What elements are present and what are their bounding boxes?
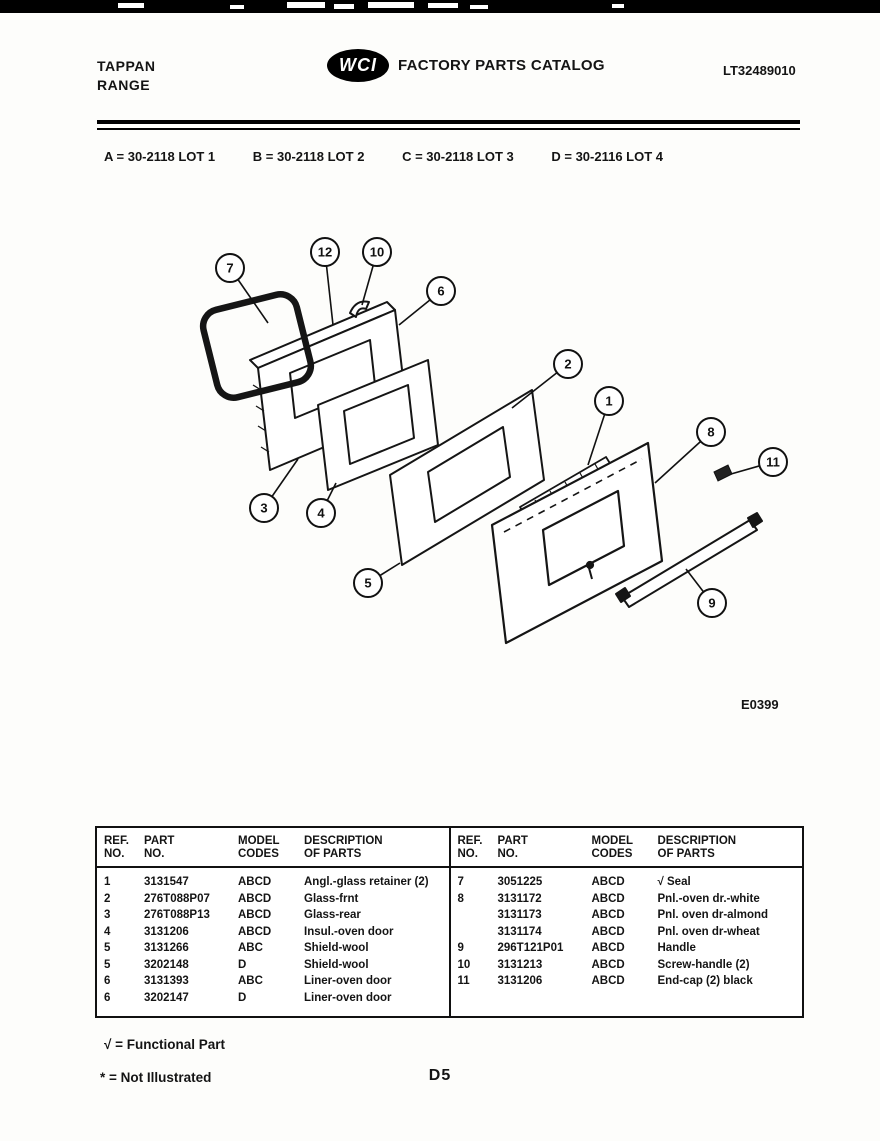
cell-ref <box>451 907 491 924</box>
cell-codes: ABCD <box>238 892 272 905</box>
page-number: D5 <box>428 1067 452 1084</box>
scan-speck <box>287 2 325 8</box>
cell-codes: ABCD <box>591 942 625 954</box>
callout-9 <box>686 569 726 617</box>
scan-artifact-bar <box>0 0 880 13</box>
cell-desc: End-cap (2) black <box>657 975 753 987</box>
footnote-functional-part: √ = Functional Part <box>104 1037 226 1052</box>
callout-number: 4 <box>317 505 325 521</box>
callout-number: 6 <box>437 283 445 299</box>
table-header-left <box>97 828 449 868</box>
wci-logo-text: WCI <box>339 55 377 75</box>
cell-desc: √ Seal <box>657 876 691 888</box>
column-header: REF. NO. <box>457 835 483 860</box>
cell-desc: Shield-wool <box>304 942 369 954</box>
cell-codes: ABC <box>238 975 263 987</box>
cell-ref: 10 <box>457 958 471 971</box>
brand-line2: RANGE <box>97 77 151 93</box>
scan-speck <box>118 3 144 8</box>
cell-ref: 6 <box>104 991 111 1004</box>
figure-code: E0399 <box>741 697 779 712</box>
callout-2 <box>512 350 582 408</box>
lot-code-c: C = 30-2118 LOT 3 <box>402 149 514 164</box>
column-header: DESCRIPTION OF PARTS <box>304 835 383 860</box>
wci-logo <box>327 49 389 82</box>
callout-12 <box>311 238 339 325</box>
cell-ref: 2 <box>104 892 111 905</box>
document-number: LT32489010 <box>723 63 796 78</box>
cell-ref: 5 <box>104 942 111 954</box>
cell-desc: Insul.-oven door <box>304 925 394 938</box>
cell-part: 3202148 <box>144 958 189 971</box>
cell-desc: Liner-oven door <box>304 975 392 987</box>
brand-name <box>97 57 155 95</box>
callout-6 <box>399 277 455 325</box>
column-header: DESCRIPTION OF PARTS <box>657 835 737 860</box>
cell-desc: Shield-wool <box>304 958 369 971</box>
cell-part: 3202147 <box>144 991 189 1004</box>
scan-speck <box>612 4 624 8</box>
footnote-not-illustrated: * = Not Illustrated <box>100 1070 212 1085</box>
cell-part: 3131393 <box>144 975 189 987</box>
cell-codes: ABCD <box>591 925 625 938</box>
catalog-title: FACTORY PARTS CATALOG <box>398 57 605 74</box>
cell-ref: 4 <box>104 925 111 938</box>
parts-table <box>95 826 804 1018</box>
cell-ref: 1 <box>104 876 111 888</box>
cell-desc: Glass-frnt <box>304 892 359 905</box>
cell-part: 3131266 <box>144 942 189 954</box>
lot-code-b: B = 30-2118 LOT 2 <box>252 149 365 164</box>
scan-speck <box>334 4 354 9</box>
callout-number: 1 <box>605 393 613 409</box>
cell-ref: 3 <box>104 909 111 921</box>
cell-codes: D <box>238 991 247 1004</box>
column-header: PART NO. <box>497 835 528 860</box>
table-body-left <box>97 868 449 1016</box>
cell-desc: Liner-oven door <box>304 991 392 1004</box>
cell-ref: 5 <box>104 958 111 971</box>
cell-codes: ABCD <box>238 925 272 938</box>
cell-codes: ABCD <box>591 958 625 971</box>
callout-number: 12 <box>317 244 333 260</box>
cell-ref <box>451 924 491 941</box>
cell-desc: Angl.-glass retainer (2) <box>304 876 429 888</box>
scan-speck <box>428 3 458 8</box>
cell-codes: ABC <box>238 942 263 954</box>
parts-table-right-half <box>449 828 803 1016</box>
column-header: PART NO. <box>144 835 175 860</box>
cell-codes: ABCD <box>238 909 272 921</box>
cell-desc: Handle <box>657 942 696 954</box>
cell-ref: 8 <box>457 892 464 905</box>
lot-codes <box>104 149 697 164</box>
callout-10 <box>362 238 391 305</box>
cell-part: 276T088P07 <box>144 892 210 905</box>
cell-desc: Pnl. oven dr-wheat <box>657 925 760 938</box>
cell-desc: Pnl. oven dr-almond <box>657 909 769 921</box>
cell-codes: ABCD <box>238 876 272 888</box>
cell-part: 3131172 <box>497 892 542 905</box>
scan-speck <box>230 5 244 9</box>
lot-code-d: D = 30-2116 LOT 4 <box>551 149 664 164</box>
cell-part: 3131213 <box>497 958 543 971</box>
column-header: REF. NO. <box>104 835 129 860</box>
cell-codes: ABCD <box>591 909 625 921</box>
cell-ref: 7 <box>457 876 464 888</box>
cell-desc: Pnl.-oven dr.-white <box>657 892 760 905</box>
lot-code-a: A = 30-2118 LOT 1 <box>104 149 216 164</box>
header-rule <box>97 120 800 130</box>
callout-number: 8 <box>707 424 715 440</box>
table-body-right <box>451 868 803 1000</box>
callout-number: 9 <box>708 595 716 611</box>
exploded-oven-door-diagram <box>0 225 880 725</box>
cell-codes: D <box>238 958 247 971</box>
cell-ref: 11 <box>457 975 470 987</box>
cell-ref: 6 <box>104 975 111 987</box>
callout-number: 11 <box>766 454 780 470</box>
cell-part: 276T088P13 <box>144 909 210 921</box>
cell-part: 3131206 <box>497 975 543 987</box>
table-header-right <box>451 828 803 868</box>
callout-number: 10 <box>369 244 385 260</box>
cell-part: 3131173 <box>497 909 542 921</box>
callout-number: 5 <box>364 575 372 591</box>
cell-desc: Screw-handle (2) <box>657 958 750 971</box>
callout-number: 3 <box>260 500 268 516</box>
callout-number: 2 <box>564 356 572 372</box>
cell-codes: ABCD <box>591 876 625 888</box>
callout-7 <box>216 254 268 323</box>
scan-speck <box>368 2 414 8</box>
cell-part: 3131174 <box>497 925 542 938</box>
cell-codes: ABCD <box>591 975 625 987</box>
cell-part: 296T121P01 <box>497 942 564 954</box>
handle-end-cap <box>714 465 732 481</box>
header-logo-row <box>327 49 605 82</box>
brand-line1: TAPPAN <box>97 58 156 74</box>
parts-table-left-half <box>97 828 449 1016</box>
cell-part: 3131206 <box>144 925 189 938</box>
callout-4 <box>307 483 336 527</box>
cell-part: 3131547 <box>144 876 189 888</box>
callout-11 <box>731 448 787 476</box>
column-header: MODEL CODES <box>591 835 634 860</box>
callout-number: 7 <box>226 260 234 276</box>
callout-5 <box>354 563 400 597</box>
column-header: MODEL CODES <box>238 835 280 860</box>
cell-desc: Glass-rear <box>304 909 361 921</box>
scan-speck <box>470 5 488 9</box>
cell-codes: ABCD <box>591 892 625 905</box>
cell-ref: 9 <box>457 942 464 954</box>
cell-part: 3051225 <box>497 876 543 888</box>
callout-1 <box>588 387 623 465</box>
